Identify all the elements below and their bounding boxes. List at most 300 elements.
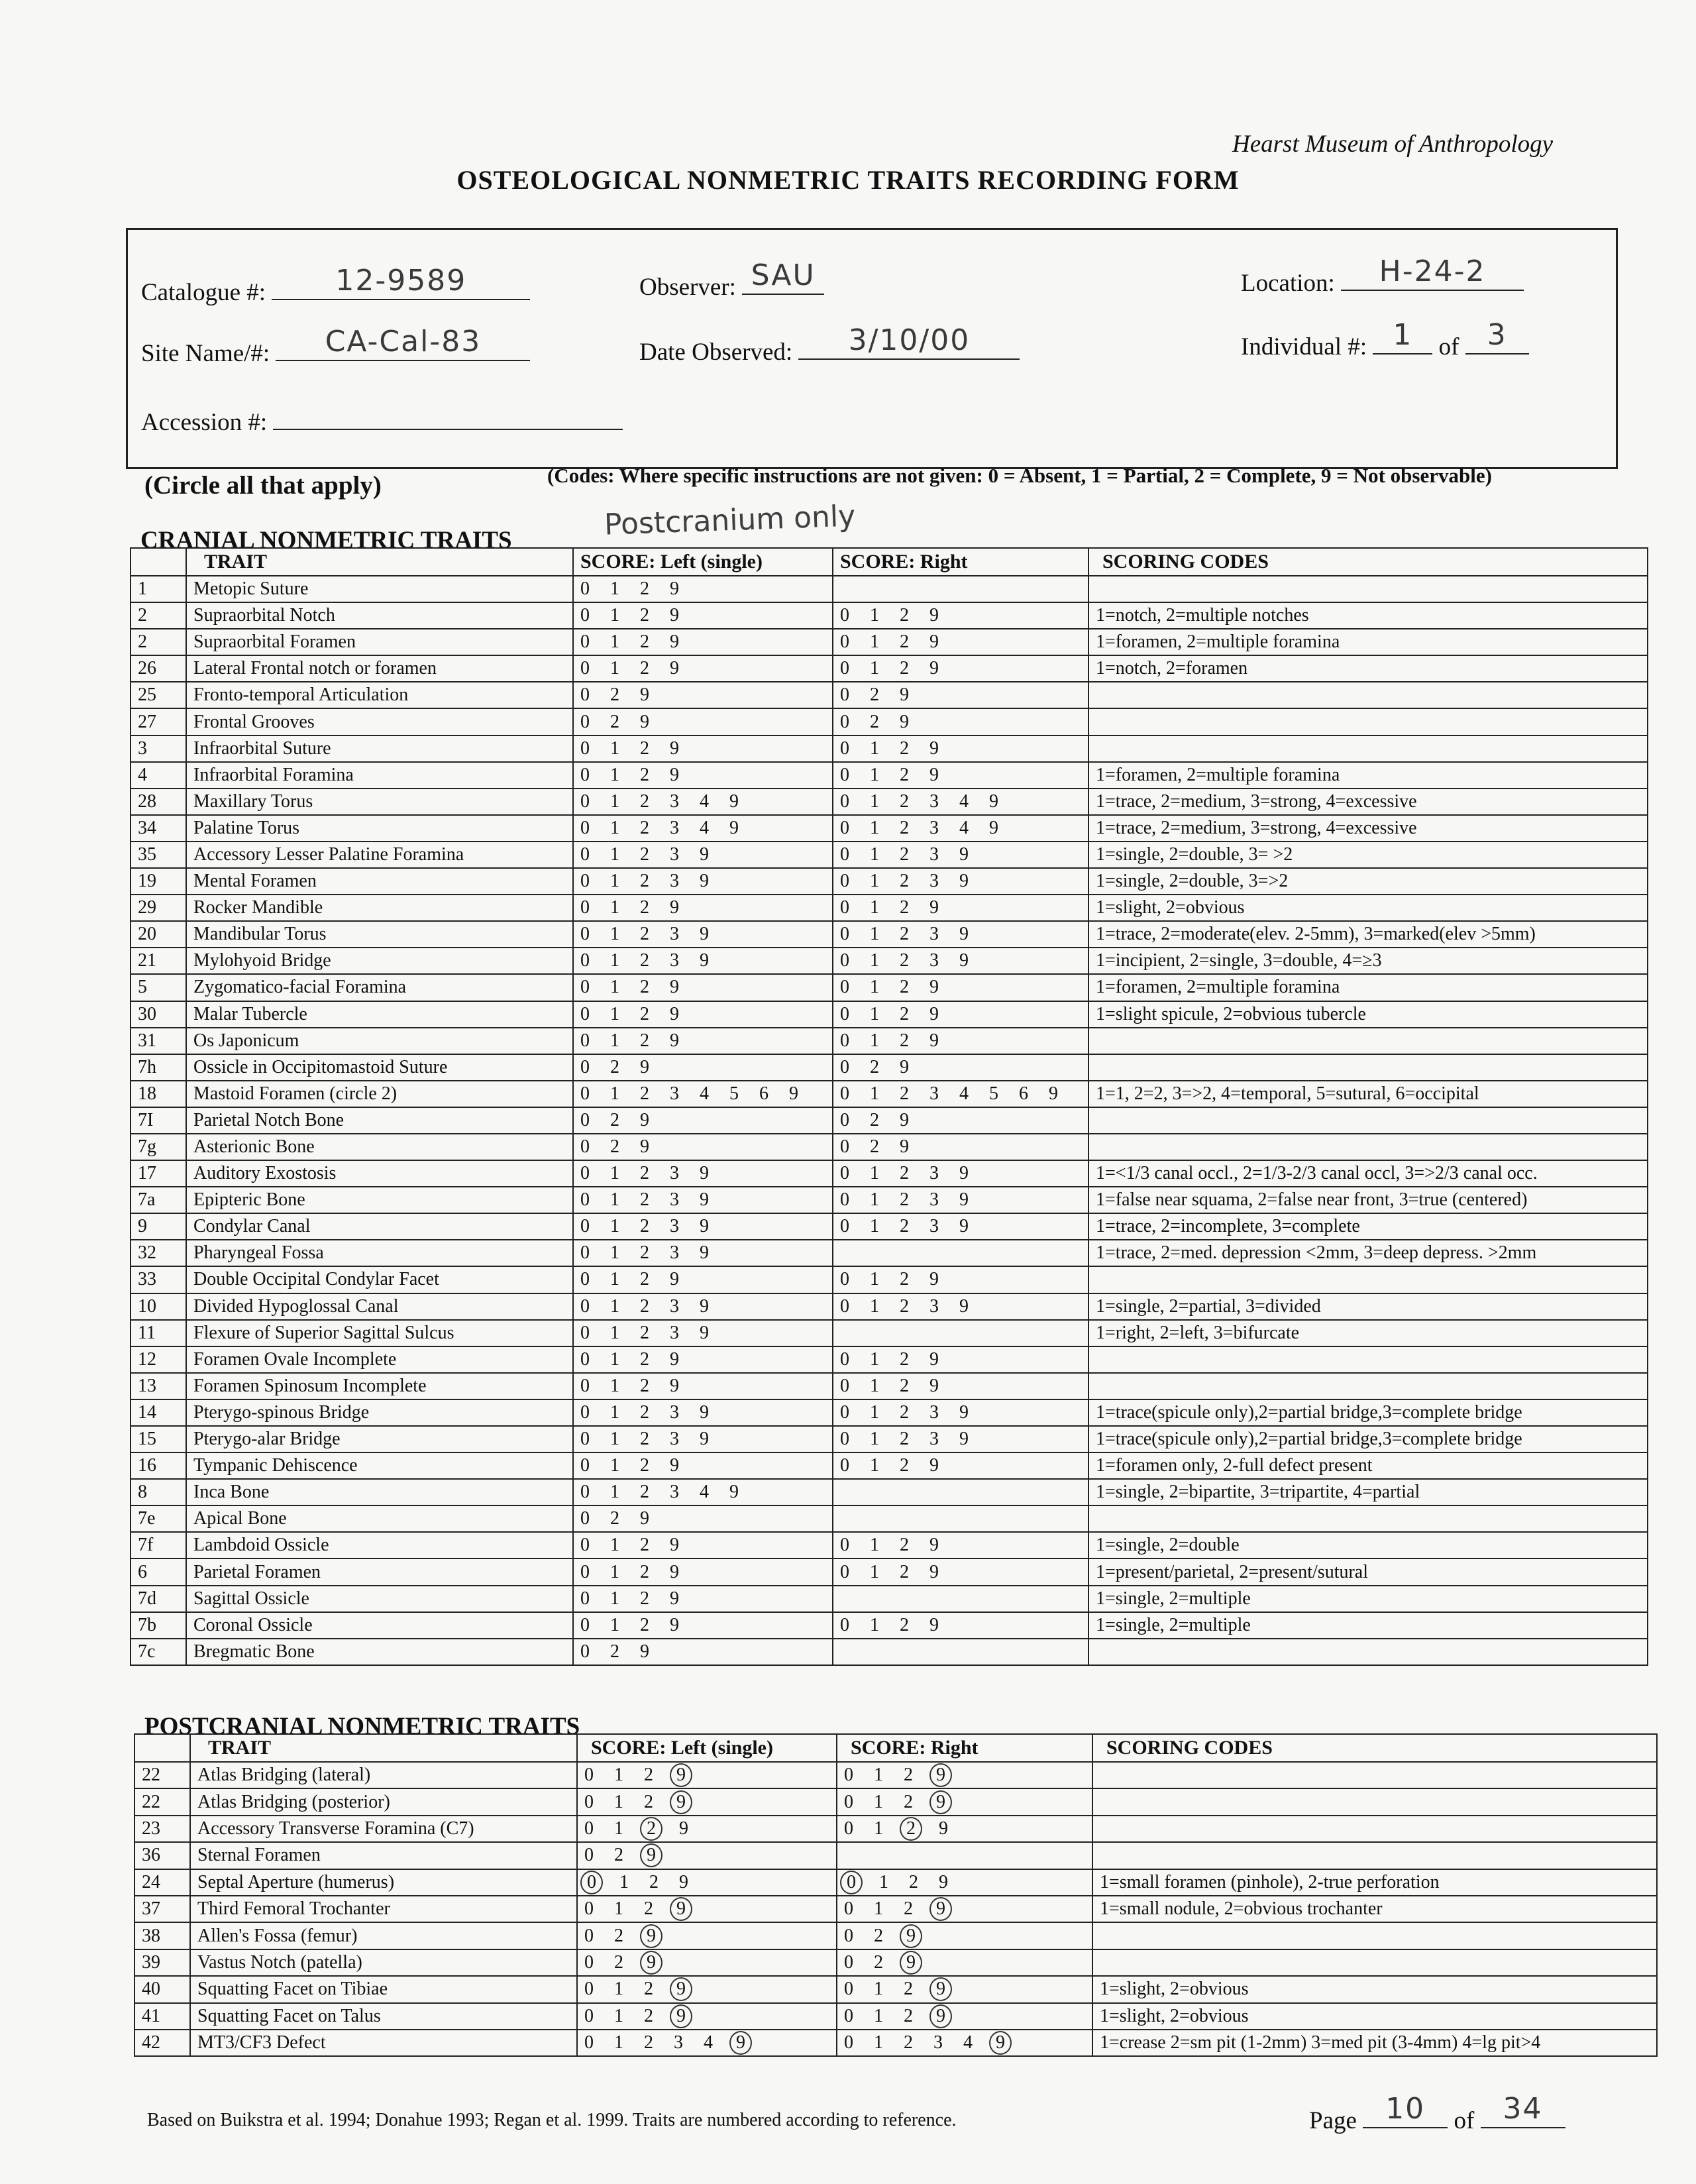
trait-row — [131, 1399, 1648, 1426]
score-left-text: 0 1 2 3 4 9 — [584, 2032, 748, 2053]
trait-name-text: Metopic Suture — [193, 578, 309, 600]
score-right[interactable] — [833, 921, 1088, 948]
trait-number — [131, 1346, 186, 1373]
score-right[interactable] — [833, 708, 1088, 735]
trait-row — [134, 1762, 1657, 1788]
trait-row — [131, 576, 1648, 602]
score-right[interactable] — [837, 1869, 1092, 1896]
score-left[interactable] — [577, 1949, 837, 1976]
trait-row — [131, 1639, 1648, 1665]
score-left[interactable] — [573, 1293, 833, 1320]
score-left[interactable] — [573, 974, 833, 1001]
score-right-text: 0 1 2 3 9 — [840, 1429, 969, 1450]
score-right-text: 0 2 9 — [840, 1136, 909, 1158]
score-left[interactable] — [577, 1788, 837, 1815]
score-left[interactable] — [577, 1896, 837, 1922]
trait-name — [190, 1896, 577, 1922]
accession-field[interactable] — [141, 404, 623, 437]
score-right[interactable] — [833, 1452, 1088, 1479]
trait-number — [131, 1213, 186, 1240]
trait-name-text: Squatting Facet on Tibiae — [197, 1979, 388, 2000]
trait-name-text: Double Occipital Condylar Facet — [193, 1269, 439, 1290]
score-left[interactable] — [573, 1452, 833, 1479]
trait-number-text: 30 — [138, 1003, 156, 1024]
score-left[interactable] — [573, 655, 833, 682]
score-right-text: 0 1 2 9 — [840, 897, 939, 918]
trait-name-text: Lateral Frontal notch or foramen — [193, 658, 437, 679]
score-left[interactable] — [573, 895, 833, 921]
scoring-codes — [1088, 1134, 1648, 1160]
trait-name — [186, 655, 573, 682]
scoring-codes — [1088, 1373, 1648, 1399]
score-right[interactable] — [833, 1612, 1088, 1639]
individual-field[interactable] — [1241, 318, 1529, 361]
trait-name — [186, 974, 573, 1001]
trait-name-text: Allen's Fossa (femur) — [197, 1925, 358, 1946]
scoring-codes-text: 1=trace, 2=medium, 3=strong, 4=excessive — [1096, 791, 1417, 812]
scoring-codes — [1088, 1639, 1648, 1665]
score-left-text: 0 1 2 3 4 5 6 9 — [580, 1083, 798, 1104]
score-left[interactable] — [573, 1399, 833, 1426]
trait-name-text: Infraorbital Suture — [193, 737, 331, 759]
scoring-codes — [1092, 1762, 1657, 1788]
score-left[interactable] — [573, 762, 833, 789]
score-right-text: 0 1 2 9 — [840, 1375, 939, 1396]
scoring-codes-text: 1=foramen, 2=multiple foramina — [1096, 764, 1340, 785]
trait-number — [131, 1532, 186, 1558]
score-left[interactable] — [573, 1001, 833, 1028]
trait-number-text: 37 — [142, 1898, 160, 1920]
score-left[interactable] — [573, 629, 833, 655]
score-right[interactable] — [833, 602, 1088, 629]
score-right[interactable] — [833, 1081, 1088, 1107]
observer-field[interactable] — [639, 258, 824, 301]
trait-number — [131, 1240, 186, 1266]
score-left[interactable] — [573, 1639, 833, 1665]
score-right-text: 0 1 2 3 4 9 — [840, 817, 998, 838]
score-left-text: 0 1 2 3 9 — [580, 1295, 709, 1317]
trait-number — [131, 1452, 186, 1479]
score-right[interactable] — [833, 1399, 1088, 1426]
score-right[interactable] — [837, 1762, 1092, 1788]
location-label: Location: — [1241, 270, 1335, 297]
score-left-text: 0 2 9 — [584, 1926, 659, 1946]
score-left-text: 0 1 2 9 — [580, 897, 679, 918]
score-left[interactable] — [577, 1976, 837, 2002]
score-left[interactable] — [573, 708, 833, 735]
trait-number-text: 19 — [138, 871, 156, 892]
score-left-text: 0 2 9 — [584, 1952, 659, 1973]
score-left-text: 0 1 2 9 — [580, 1030, 679, 1051]
trait-name — [190, 1976, 577, 2002]
scoring-codes — [1088, 974, 1648, 1001]
location-field[interactable] — [1241, 254, 1524, 298]
score-left[interactable] — [573, 1028, 833, 1054]
score-left[interactable] — [573, 1479, 833, 1505]
scoring-codes — [1088, 1160, 1648, 1187]
scoring-codes — [1088, 1479, 1648, 1505]
score-left-text: 0 1 2 3 9 — [580, 924, 709, 945]
scoring-codes-text: 1=<1/3 canal occl., 2=1/3-2/3 canal occl, 3=>2/3 canal occ. — [1096, 1163, 1538, 1184]
trait-name-text: Foramen Spinosum Incomplete — [193, 1375, 427, 1396]
trait-name-text: Os Japonicum — [193, 1030, 299, 1051]
trait-name — [186, 1160, 573, 1187]
score-left[interactable] — [573, 1346, 833, 1373]
score-left[interactable] — [573, 1586, 833, 1612]
trait-row — [131, 655, 1648, 682]
scoring-codes-text: 1=single, 2=double, 3=>2 — [1096, 871, 1289, 892]
trait-name — [186, 1001, 573, 1028]
trait-name — [186, 1054, 573, 1081]
trait-name — [186, 1639, 573, 1665]
score-right[interactable] — [837, 1788, 1092, 1815]
trait-number — [134, 1762, 190, 1788]
catalogue-value: 12-9589 — [335, 264, 467, 298]
circled-score-mark: 9 — [929, 2004, 952, 2028]
observer-value: SAU — [751, 258, 816, 292]
score-left[interactable] — [573, 576, 833, 602]
footer-reference: Based on Buikstra et al. 1994; Donahue 1993; Regan et al. 1999. Traits are numbered according to reference. — [147, 2110, 957, 2130]
trait-row — [131, 1373, 1648, 1399]
trait-row — [131, 948, 1648, 974]
score-right-text: 0 1 2 9 — [844, 1979, 948, 1999]
trait-name-text: Epipteric Bone — [193, 1189, 305, 1211]
scoring-codes — [1092, 1869, 1657, 1896]
scoring-codes-text: 1=single, 2=bipartite, 3=tripartite, 4=partial — [1096, 1482, 1420, 1503]
score-right[interactable] — [837, 1949, 1092, 1976]
score-left[interactable] — [573, 602, 833, 629]
score-left[interactable] — [573, 842, 833, 868]
score-right-text: 0 2 9 — [840, 1056, 909, 1077]
score-left[interactable] — [573, 1558, 833, 1585]
trait-name-text: Supraorbital Foramen — [193, 631, 356, 653]
scoring-codes — [1092, 2003, 1657, 2030]
trait-name — [186, 1266, 573, 1293]
score-left[interactable] — [577, 1762, 837, 1788]
score-left[interactable] — [573, 789, 833, 815]
trait-row — [134, 1922, 1657, 1949]
score-right[interactable] — [833, 868, 1088, 895]
trait-number — [131, 1293, 186, 1320]
trait-name — [186, 815, 573, 842]
trait-name-text: Sternal Foramen — [197, 1845, 321, 1866]
trait-row — [131, 895, 1648, 921]
score-right[interactable] — [833, 1134, 1088, 1160]
trait-number — [134, 2030, 190, 2056]
score-left[interactable] — [573, 815, 833, 842]
score-right[interactable] — [833, 948, 1088, 974]
trait-row — [131, 1266, 1648, 1293]
scoring-codes-text: 1=single, 2=partial, 3=divided — [1096, 1295, 1321, 1317]
trait-name — [186, 948, 573, 974]
trait-number-text: 2 — [138, 631, 147, 653]
page-label: Page — [1309, 2107, 1357, 2134]
score-right[interactable] — [833, 1001, 1088, 1028]
score-right-text: 0 1 2 9 — [840, 1269, 939, 1290]
score-right[interactable] — [833, 1479, 1088, 1505]
form-title: OSTEOLOGICAL NONMETRIC TRAITS RECORDING FORM — [456, 165, 1240, 195]
trait-row — [131, 1187, 1648, 1213]
score-right-text: 0 1 2 9 — [840, 631, 939, 653]
score-left-text: 0 1 2 3 9 — [580, 844, 709, 865]
trait-name — [186, 1452, 573, 1479]
score-left[interactable] — [573, 682, 833, 708]
score-right[interactable] — [833, 629, 1088, 655]
score-left[interactable] — [573, 1532, 833, 1558]
score-right-text: 0 1 2 9 — [840, 658, 939, 679]
individual-total: 3 — [1487, 318, 1507, 352]
circled-score-mark: 9 — [989, 2031, 1012, 2055]
score-right[interactable] — [837, 1896, 1092, 1922]
scoring-codes — [1088, 1320, 1648, 1346]
trait-name-text: Inca Bone — [193, 1482, 270, 1503]
score-left[interactable] — [573, 1054, 833, 1081]
trait-row — [134, 1869, 1657, 1896]
score-left[interactable] — [577, 2030, 837, 2056]
trait-number — [131, 1107, 186, 1134]
site-field[interactable] — [141, 325, 530, 368]
scoring-codes-text: 1=trace(spicule only),2=partial bridge,3=complete bridge — [1096, 1401, 1522, 1423]
trait-number-text: 29 — [138, 897, 156, 918]
trait-name-text: Maxillary Torus — [193, 791, 313, 812]
scoring-codes — [1088, 842, 1648, 868]
scoring-codes-text: 1=foramen only, 2-full defect present — [1096, 1455, 1373, 1476]
scoring-codes-text: 1=1, 2=2, 3=>2, 4=temporal, 5=sutural, 6=occipital — [1096, 1083, 1479, 1104]
score-right[interactable] — [833, 842, 1088, 868]
score-right[interactable] — [833, 1160, 1088, 1187]
score-right[interactable] — [833, 1346, 1088, 1373]
score-right[interactable] — [833, 1532, 1088, 1558]
score-left[interactable] — [573, 1505, 833, 1532]
score-right-text: 0 1 2 3 4 9 — [844, 2032, 1008, 2053]
circled-score-mark: 2 — [640, 1817, 662, 1841]
trait-number-text: 7b — [138, 1614, 156, 1635]
score-left[interactable] — [573, 1160, 833, 1187]
score-left[interactable] — [573, 1240, 833, 1266]
circled-score-mark: 9 — [929, 1897, 952, 1921]
score-right[interactable] — [833, 655, 1088, 682]
trait-row — [131, 1479, 1648, 1505]
museum-name: Hearst Museum of Anthropology — [1232, 131, 1554, 158]
scoring-codes-header: SCORING CODES — [1092, 1734, 1657, 1762]
score-right[interactable] — [833, 1293, 1088, 1320]
trait-number — [131, 576, 186, 602]
trait-number — [131, 921, 186, 948]
trait-row — [131, 868, 1648, 895]
scoring-codes-text: 1=crease 2=sm pit (1-2mm) 3=med pit (3-4mm) 4=lg pit>4 — [1100, 2032, 1541, 2053]
score-right-text: 0 1 2 9 — [844, 1818, 948, 1839]
score-left[interactable] — [573, 1187, 833, 1213]
score-left[interactable] — [573, 1213, 833, 1240]
trait-number-text: 35 — [138, 844, 156, 865]
score-right[interactable] — [833, 1266, 1088, 1293]
score-left[interactable] — [577, 1922, 837, 1949]
score-right-text: 0 1 2 3 9 — [840, 950, 969, 971]
trait-number — [134, 1949, 190, 1976]
trait-number — [131, 1558, 186, 1585]
score-right[interactable] — [833, 1373, 1088, 1399]
scoring-codes-text: 1=trace, 2=med. depression <2mm, 3=deep depress. >2mm — [1096, 1242, 1537, 1264]
score-left[interactable] — [573, 1266, 833, 1293]
scoring-codes — [1088, 736, 1648, 762]
score-left-text: 0 1 2 9 — [580, 658, 679, 679]
score-right-text: 0 1 2 9 — [840, 1003, 939, 1024]
score-left[interactable] — [573, 1373, 833, 1399]
score-right[interactable] — [833, 815, 1088, 842]
score-left-text: 0 1 2 9 — [584, 1898, 688, 1919]
score-right[interactable] — [837, 1842, 1092, 1869]
score-left[interactable] — [573, 1426, 833, 1452]
trait-name-text: Third Femoral Trochanter — [197, 1898, 390, 1920]
trait-number — [134, 2003, 190, 2030]
score-right[interactable] — [833, 1505, 1088, 1532]
trait-number — [131, 1081, 186, 1107]
trait-number — [131, 602, 186, 629]
score-left[interactable] — [577, 1816, 837, 1842]
scoring-codes — [1088, 1399, 1648, 1426]
score-left-text: 0 1 2 3 9 — [580, 1216, 709, 1237]
score-left[interactable] — [573, 868, 833, 895]
circled-score-mark: 0 — [580, 1871, 603, 1894]
score-left-text: 0 1 2 9 — [580, 578, 679, 600]
score-right[interactable] — [833, 1558, 1088, 1585]
score-right[interactable] — [837, 2030, 1092, 2056]
trait-name-text: Pterygo-alar Bridge — [193, 1429, 341, 1450]
date-field[interactable] — [639, 323, 1020, 366]
score-left[interactable] — [573, 1134, 833, 1160]
trait-number-text: 7a — [138, 1189, 156, 1211]
trait-number — [131, 948, 186, 974]
score-left[interactable] — [573, 921, 833, 948]
score-right[interactable] — [833, 895, 1088, 921]
scoring-codes — [1092, 2030, 1657, 2056]
score-right-text: 0 2 9 — [840, 684, 909, 706]
scoring-codes-text: 1=trace, 2=incomplete, 3=complete — [1096, 1216, 1360, 1237]
scoring-codes-text: 1=small foramen (pinhole), 2-true perforation — [1100, 1871, 1440, 1892]
score-left-text: 0 1 2 9 — [580, 631, 679, 653]
score-right[interactable] — [833, 682, 1088, 708]
trait-number-text: 22 — [142, 1765, 160, 1786]
scoring-codes-text: 1=foramen, 2=multiple foramina — [1096, 631, 1340, 653]
score-right-text: 0 1 2 3 9 — [840, 1295, 969, 1317]
score-left-text: 0 1 2 3 9 — [580, 871, 709, 892]
score-right[interactable] — [837, 2003, 1092, 2030]
score-right[interactable] — [833, 1320, 1088, 1346]
score-right-text: 0 1 2 3 9 — [840, 1163, 969, 1184]
score-right[interactable] — [837, 1816, 1092, 1842]
trait-name-text: Coronal Ossicle — [193, 1614, 313, 1635]
trait-name-text: Accessory Transverse Foramina (C7) — [197, 1818, 474, 1839]
trait-number-text: 7g — [138, 1136, 156, 1158]
score-left[interactable] — [573, 736, 833, 762]
score-right[interactable] — [833, 1187, 1088, 1213]
score-right[interactable] — [833, 1639, 1088, 1665]
trait-row — [131, 815, 1648, 842]
scoring-codes — [1088, 1426, 1648, 1452]
trait-row — [131, 1532, 1648, 1558]
trait-number — [131, 629, 186, 655]
score-left-header: SCORE: Left (single) — [573, 548, 833, 576]
trait-header: TRAIT — [190, 1734, 577, 1762]
trait-number-text: 21 — [138, 950, 156, 971]
catalogue-field[interactable] — [141, 264, 530, 307]
scoring-codes — [1088, 1452, 1648, 1479]
score-right[interactable] — [833, 576, 1088, 602]
circled-score-mark: 9 — [670, 1897, 692, 1921]
score-right-text: 0 1 2 9 — [840, 1455, 939, 1476]
trait-number — [131, 1320, 186, 1346]
score-right[interactable] — [833, 1240, 1088, 1266]
score-right[interactable] — [833, 1213, 1088, 1240]
trait-number — [131, 1266, 186, 1293]
trait-name-text: Divided Hypoglossal Canal — [193, 1295, 399, 1317]
scoring-codes — [1088, 1612, 1648, 1639]
trait-name — [186, 1028, 573, 1054]
score-right[interactable] — [833, 736, 1088, 762]
trait-number — [131, 736, 186, 762]
scoring-codes — [1088, 1054, 1648, 1081]
score-right[interactable] — [833, 1586, 1088, 1612]
trait-name — [186, 1240, 573, 1266]
score-right[interactable] — [833, 762, 1088, 789]
trait-row — [131, 762, 1648, 789]
trait-name-text: Parietal Notch Bone — [193, 1109, 344, 1130]
score-right[interactable] — [837, 1976, 1092, 2002]
score-right[interactable] — [833, 974, 1088, 1001]
trait-number-text: 7h — [138, 1056, 156, 1077]
trait-row — [131, 1240, 1648, 1266]
scoring-codes — [1088, 921, 1648, 948]
trait-number-text: 17 — [138, 1163, 156, 1184]
trait-number-text: 7I — [138, 1109, 154, 1130]
scoring-codes-text: 1=single, 2=double — [1096, 1535, 1240, 1556]
trait-name — [190, 1842, 577, 1869]
score-right[interactable] — [837, 1922, 1092, 1949]
trait-row — [134, 1896, 1657, 1922]
score-right[interactable] — [833, 1426, 1088, 1452]
score-left[interactable] — [577, 1842, 837, 1869]
score-left-text: 0 1 2 9 — [584, 1818, 688, 1839]
score-left[interactable] — [573, 1612, 833, 1639]
trait-name — [186, 1081, 573, 1107]
trait-number-text: 16 — [138, 1455, 156, 1476]
circled-score-mark: 9 — [929, 1790, 952, 1814]
score-left[interactable] — [577, 2003, 837, 2030]
score-left[interactable] — [573, 948, 833, 974]
score-left[interactable] — [573, 1320, 833, 1346]
score-left[interactable] — [577, 1869, 837, 1896]
trait-number-text: 7d — [138, 1588, 156, 1609]
score-left-text: 0 2 9 — [580, 1056, 649, 1077]
score-left[interactable] — [573, 1081, 833, 1107]
trait-number-text: 25 — [138, 684, 156, 706]
score-right[interactable] — [833, 1028, 1088, 1054]
page-total: 34 — [1503, 2092, 1543, 2126]
trait-name — [186, 629, 573, 655]
trait-name-text: Mylohyoid Bridge — [193, 950, 331, 971]
trait-name — [186, 842, 573, 868]
score-left-text: 0 1 2 9 — [584, 2006, 688, 2026]
score-right[interactable] — [833, 1054, 1088, 1081]
trait-name — [186, 921, 573, 948]
trait-name-text: Lambdoid Ossicle — [193, 1535, 329, 1556]
trait-number — [134, 1842, 190, 1869]
score-right[interactable] — [833, 1107, 1088, 1134]
scoring-codes — [1088, 895, 1648, 921]
score-right[interactable] — [833, 789, 1088, 815]
trait-number — [131, 1612, 186, 1639]
score-left[interactable] — [573, 1107, 833, 1134]
